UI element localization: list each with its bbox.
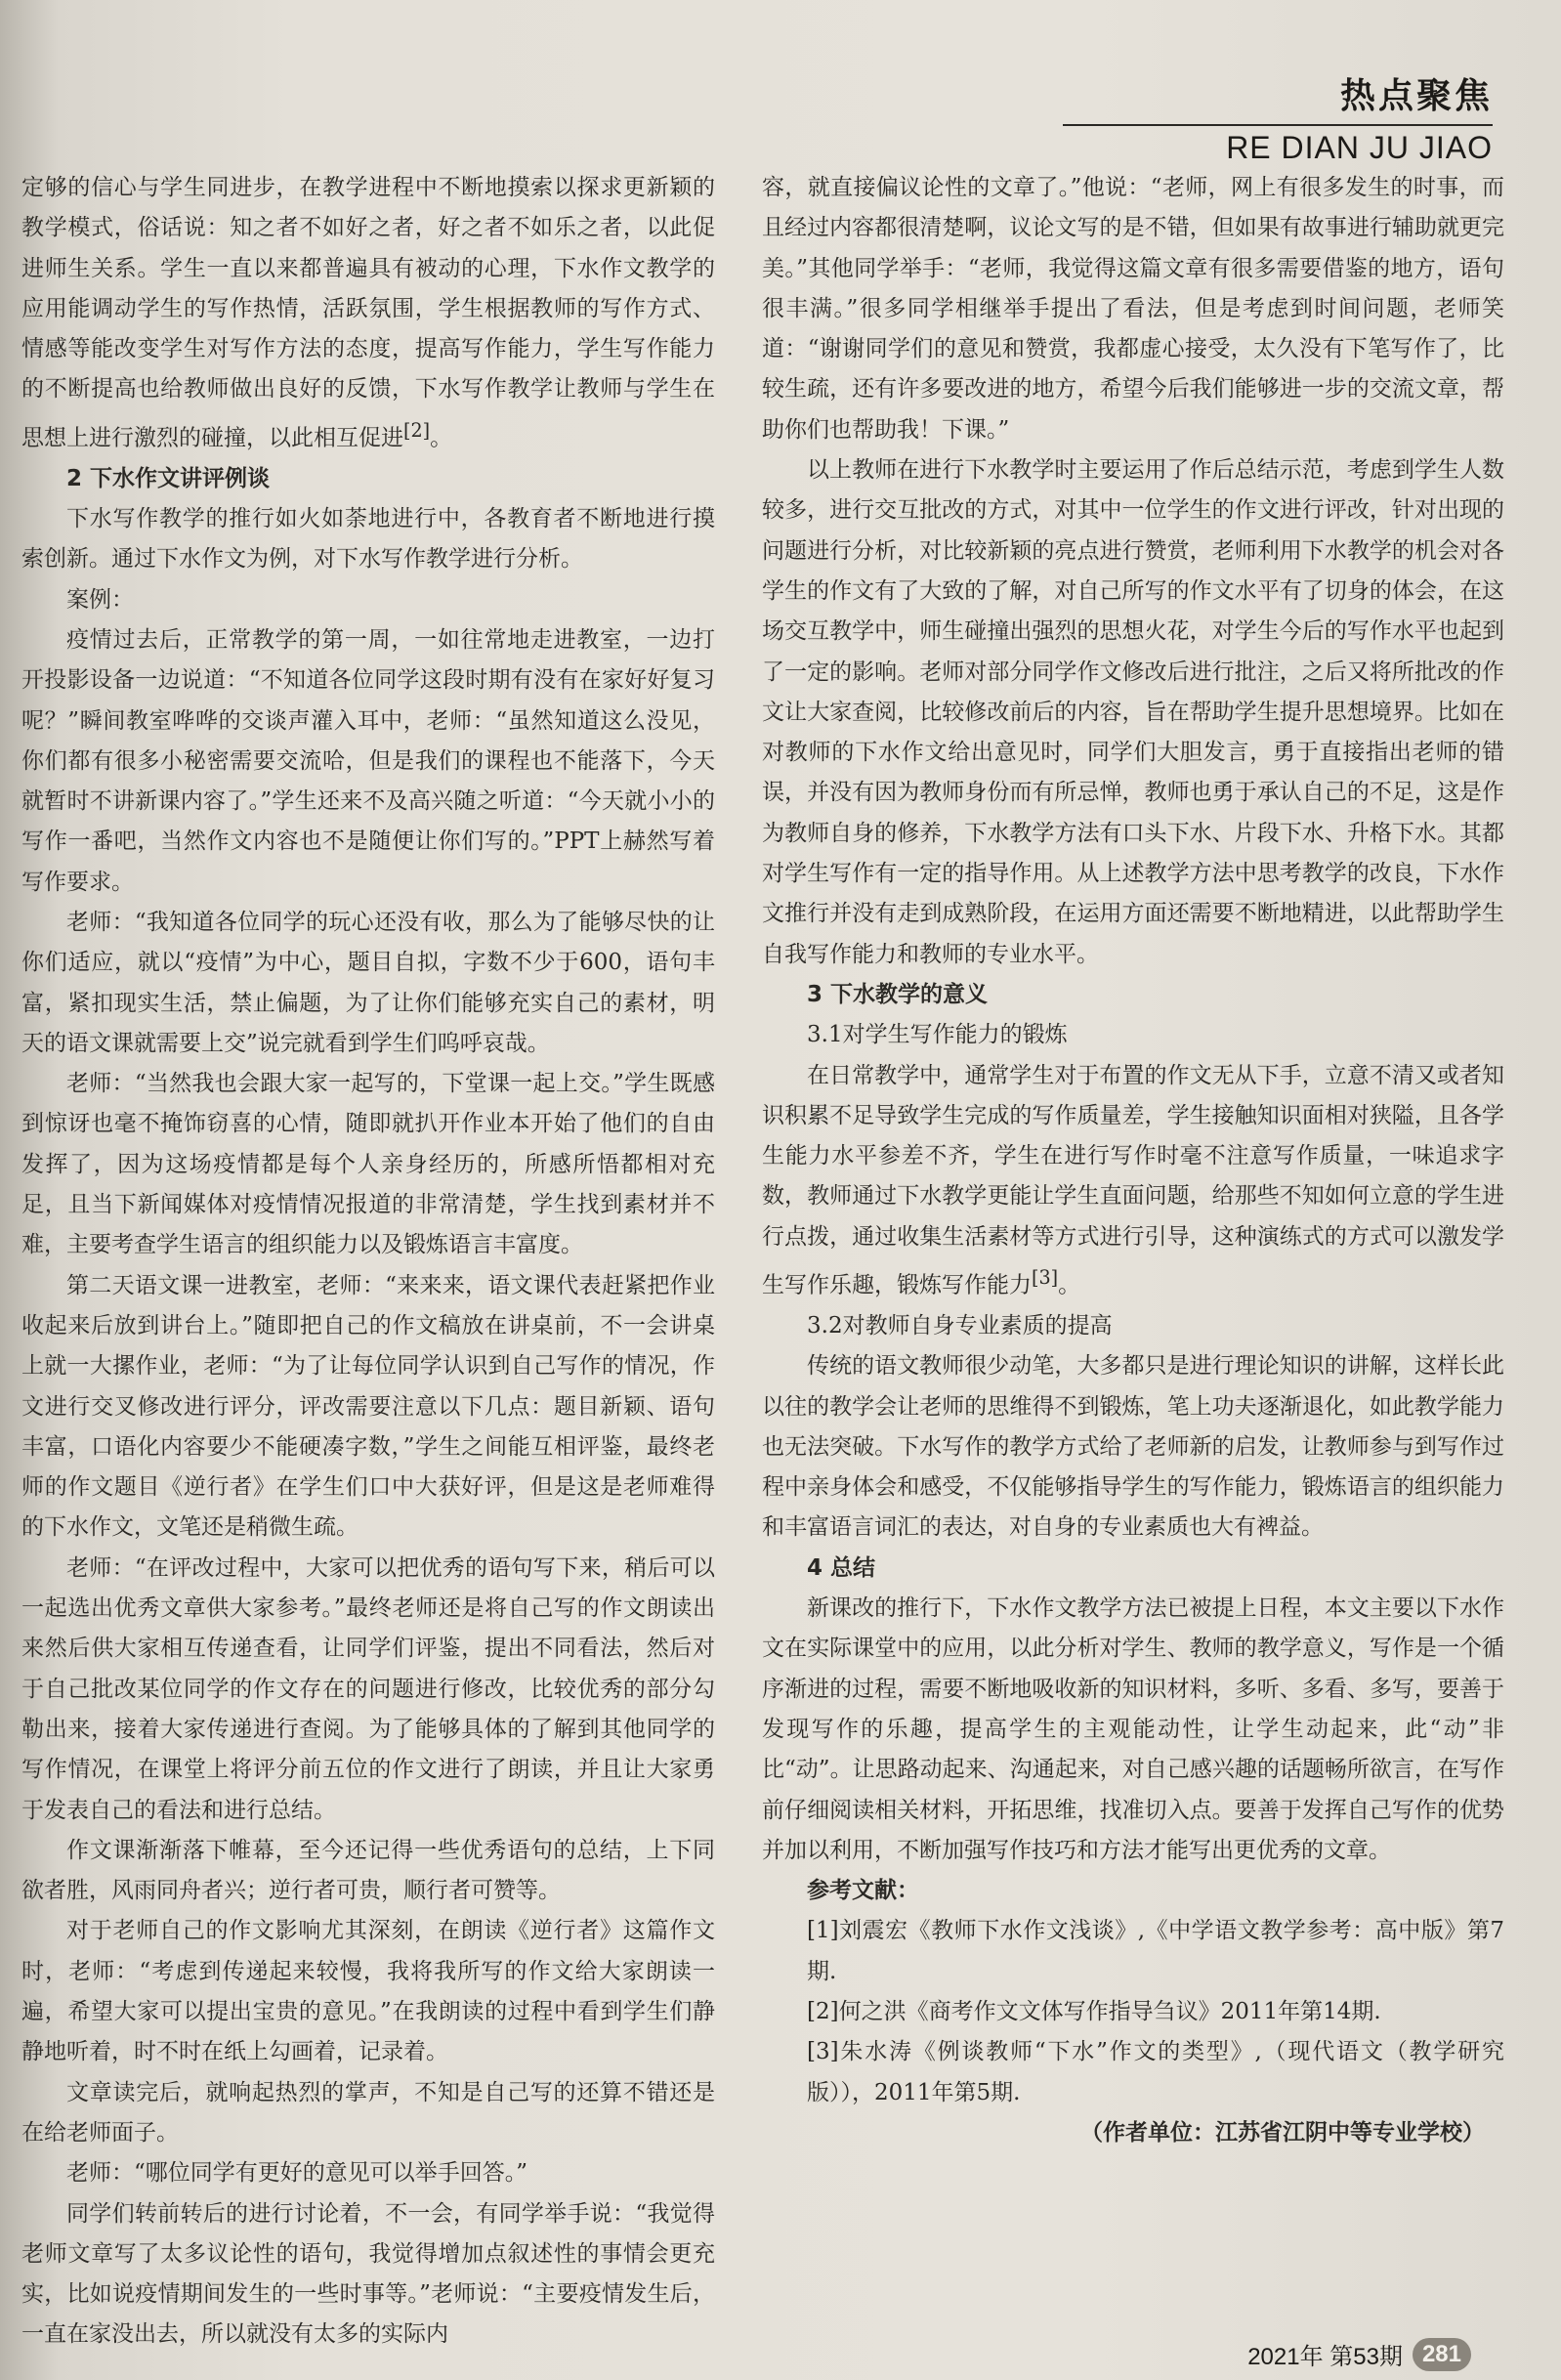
- author-affiliation: （作者单位：江苏省江阴中等专业学校）: [1080, 2119, 1485, 2146]
- reference-item: [1]刘震宏《教师下水作文浅谈》,《中学语文教学参考：高中版》第7期.: [807, 1918, 1504, 1984]
- page-number: 281: [1413, 2338, 1471, 2371]
- reference-item: [2]何之洪《商考作文文体写作指导刍议》2011年第14期.: [807, 1999, 1381, 2025]
- paragraph: 传统的语文教师很少动笔，大多都只是进行理论知识的讲解，这样长此以往的教学会让老师的思维得不到锻炼，笔上功夫逐渐退化，如此教学能力也无法突破。下水写作的教学方式给了老师新的启发，让教师参与到写作过程中亲身体会和感受，不仅能够指导学生的写作能力，锻炼语言的组织能力和丰富语言词汇的表达，对自身的专业素质也大有裨益。: [762, 1353, 1504, 1541]
- paragraph: [762, 1056, 1504, 1306]
- right-column: [762, 168, 1504, 2153]
- section-title-pinyin: RE DIAN JU JIAO: [1226, 130, 1493, 165]
- paragraph: 老师：“当然我也会跟大家一起写的，下堂课一起上交。”学生既感到惊讶也毫不掩饰窃喜的心情，随即就扒开作业本开始了他们的自由发挥了，因为这场疫情都是每个人亲身经历的，所感所悟都相对充足，且当下新闻媒体对疫情情况报道的非常清楚，学生找到素材并不难，主要考查学生语言的组织能力以及锻炼语言丰富度。: [21, 1071, 715, 1258]
- paragraph: 第二天语文课一进教室，老师：“来来来，语文课代表赶紧把作业收起来后放到讲台上。”随即把自己的作文稿放在讲桌前，不一会讲桌上就一大摞作业，老师：“为了让每位同学认识到自己写作的情况，作文进行交叉修改进行评分，评改需要注意以下几点：题目新颖、语句丰富，口语化内容要少不能硬凑字数，”学生之间能互相评鉴，最终老师的作文题目《逆行者》在学生们口中大获好评，但是这是老师难得的下水作文，文笔还是稍微生疏。: [21, 1272, 715, 1541]
- paragraph: 以上教师在进行下水教学时主要运用了作后总结示范，考虑到学生人数较多，进行交互批改的方式，对其中一位学生的作文进行评改，针对出现的问题进行分析，对比较新颖的亮点进行赞赏，老师利用下水教学的机会对各学生的作文有了大致的了解，对自己所写的作文水平有了切身的体会，在这场交互教学中，师生碰撞出强烈的思想火花，对学生今后的写作水平也起到了一定的影响。老师对部分同学作文修改后进行批注，之后又将所批改的作文让大家查阅，比较修改前后的内容，旨在帮助学生提升思想境界。比如在对教师的下水作文给出意见时，同学们大胆发言，勇于直接指出老师的错误，并没有因为教师身份而有所忌惮，教师也勇于承认自己的不足，这是作为教师自身的修养，下水教学方法有口头下水、片段下水、升格下水。其都对学生写作有一定的指导作用。从上述教学方法中思考教学的改良，下水作文推行并没有走到成熟阶段，在运用方面还需要不断地精进，以此帮助学生自我写作能力和教师的专业水平。: [762, 457, 1504, 967]
- paragraph: [21, 168, 715, 459]
- paragraph: 容，就直接偏议论性的文章了。”他说：“老师，网上有很多发生的时事，而且经过内容都很清楚啊，议论文写的是不错，但如果有故事进行辅助就更完美。”其他同学举手：“老师，我觉得这篇文章有很多需要借鉴的地方，语句很丰满。”很多同学相继举手提出了看法，但是考虑到时间问题，老师笑道：“谢谢同学们的意见和赞赏，我都虚心接受，太久没有下笔写作了，比较生疏，还有许多要改进的地方，希望今后我们能够进一步的交流文章，帮助你们也帮助我！下课。”: [762, 175, 1504, 443]
- references-title: 参考文献：: [807, 1878, 919, 1904]
- page-header: [1063, 68, 1493, 166]
- paragraph: 老师：“我知道各位同学的玩心还没有收，那么为了能够尽快的让你们适应，就以“疫情”为中心，题目自拟，字数不少于600，语句丰富，紧扣现实生活，禁止偏题，为了让你们能够充实自己的素材，明天的语文课就需要上交”说完就看到学生们呜呼哀哉。: [21, 910, 715, 1056]
- paragraph-text: 在日常教学中，通常学生对于布置的作文无从下手，立意不清又或者知识积累不足导致学生完成的写作质量差，学生接触知识面相对狭隘，且各学生能力水平参差不齐，学生在进行写作时毫不注意写作质量，一味追求字数，教师通过下水教学更能让学生直面问题，给那些不知如何立意的学生进行点拨，通过收集生活素材等方式进行引导，这种演练式的方式可以激发学生写作乐趣，锻炼写作能力: [762, 1062, 1504, 1298]
- section-title: 热点聚焦: [1063, 68, 1493, 126]
- section-heading: 2 下水作文讲评例谈: [66, 465, 271, 491]
- punctuation: 。: [1058, 1272, 1081, 1298]
- section-heading: 3 下水教学的意义: [807, 981, 989, 1007]
- paragraph: 案例：: [66, 586, 134, 613]
- paragraph: 疫情过去后，正常教学的第一周，一如往常地走进教室，一边打开投影设备一边说道：“不知道各位同学这段时期有没有在家好好复习呢？”瞬间教室哗哗的交谈声灌入耳中，老师：“虽然知道这么没见，你们都有很多小秘密需要交流哈，但是我们的课程也不能落下，今天就暂时不讲新课内容了。”学生还来不及高兴随之听道：“今天就小小的写作一番吧，当然作文内容也不是随便让你们写的。”PPT上赫然写着写作要求。: [21, 626, 715, 895]
- punctuation: 。: [430, 425, 453, 451]
- section-heading: 4 总结: [807, 1554, 876, 1581]
- paragraph: 同学们转前转后的进行讨论着，不一会，有同学举手说：“我觉得老师文章写了太多议论性的语句，我觉得增加点叙述性的事情会更充实，比如说疫情期间发生的一些时事等。”老师说：“主要疫情发生后，一直在家没出去，所以就没有太多的实际内: [21, 2200, 715, 2348]
- subsection-heading: 3.1对学生写作能力的锻炼: [807, 1022, 1068, 1048]
- paragraph: 老师：“在评改过程中，大家可以把优秀的语句写下来，稍后可以一起选出优秀文章供大家参考。”最终老师还是将自己写的作文朗读出来然后供大家相互传递查看，让同学们评鉴，提出不同看法，然后对于自己批改某位同学的作文存在的问题进行修改，比较优秀的部分勾勒出来，接着大家传递进行查阅。为了能够具体的了解到其他同学的写作情况，在课堂上将评分前五位的作文进行了朗读，并且让大家勇于发表自己的看法和进行总结。: [21, 1554, 715, 1823]
- page-footer: [1247, 2337, 1471, 2371]
- left-column: [21, 168, 715, 2356]
- issue-label: 2021年 第53期: [1247, 2344, 1403, 2370]
- paragraph: 老师：“哪位同学有更好的意见可以举手回答。”: [66, 2160, 528, 2187]
- citation: [3]: [1032, 1266, 1059, 1290]
- paragraph: 作文课渐渐落下帷幕，至今还记得一些优秀语句的总结，上下同欲者胜，风雨同舟者兴；逆行者可贵，顺行者可赞等。: [21, 1837, 715, 1904]
- reference-item: [3]朱水涛《例谈教师“下水”作文的类型》,（现代语文（教学研究版）），2011年第5期.: [807, 2039, 1504, 2105]
- subsection-heading: 3.2对教师自身专业素质的提高: [807, 1312, 1113, 1339]
- paragraph-text: 定够的信心与学生同进步，在教学进程中不断地摸索以探求更新颖的教学模式，俗话说：知之者不如好之者，好之者不如乐之者，以此促进师生关系。学生一直以来都普遍具有被动的心理，下水作文教学的应用能调动学生的写作热情，活跃氛围，学生根据教师的写作方式、情感等能改变学生对写作方法的态度，提高写作能力，学生写作能力的不断提高也给教师做出良好的反馈，下水写作教学让教师与学生在思想上进行激烈的碰撞，以此相互促进: [21, 175, 715, 451]
- paragraph: 对于老师自己的作文影响尤其深刻，在朗读《逆行者》这篇作文时，老师：“考虑到传递起来较慢，我将我所写的作文给大家朗读一遍，希望大家可以提出宝贵的意见。”在我朗读的过程中看到学生们静静地听着，时不时在纸上勾画着，记录着。: [21, 1918, 715, 2065]
- paragraph: 文章读完后，就响起热烈的掌声，不知是自己写的还算不错还是在给老师面子。: [21, 2079, 715, 2146]
- paragraph: 下水写作教学的推行如火如荼地进行中，各教育者不断地进行摸索创新。通过下水作文为例，对下水写作教学进行分析。: [21, 506, 715, 573]
- citation: [2]: [403, 418, 431, 442]
- paragraph: 新课改的推行下，下水作文教学方法已被提上日程，本文主要以下水作文在实际课堂中的应用，以此分析对学生、教师的教学意义，写作是一个循序渐进的过程，需要不断地吸收新的知识材料，多听、多看、多写，要善于发现写作的乐趣，提高学生的主观能动性，让学生动起来，此“动”非比“动”。让思路动起来、沟通起来，对自己感兴趣的话题畅所欲言，在写作前仔细阅读相关材料，开拓思维，找准切入点。要善于发挥自己写作的优势并加以利用，不断加强写作技巧和方法才能写出更优秀的文章。: [762, 1595, 1504, 1863]
